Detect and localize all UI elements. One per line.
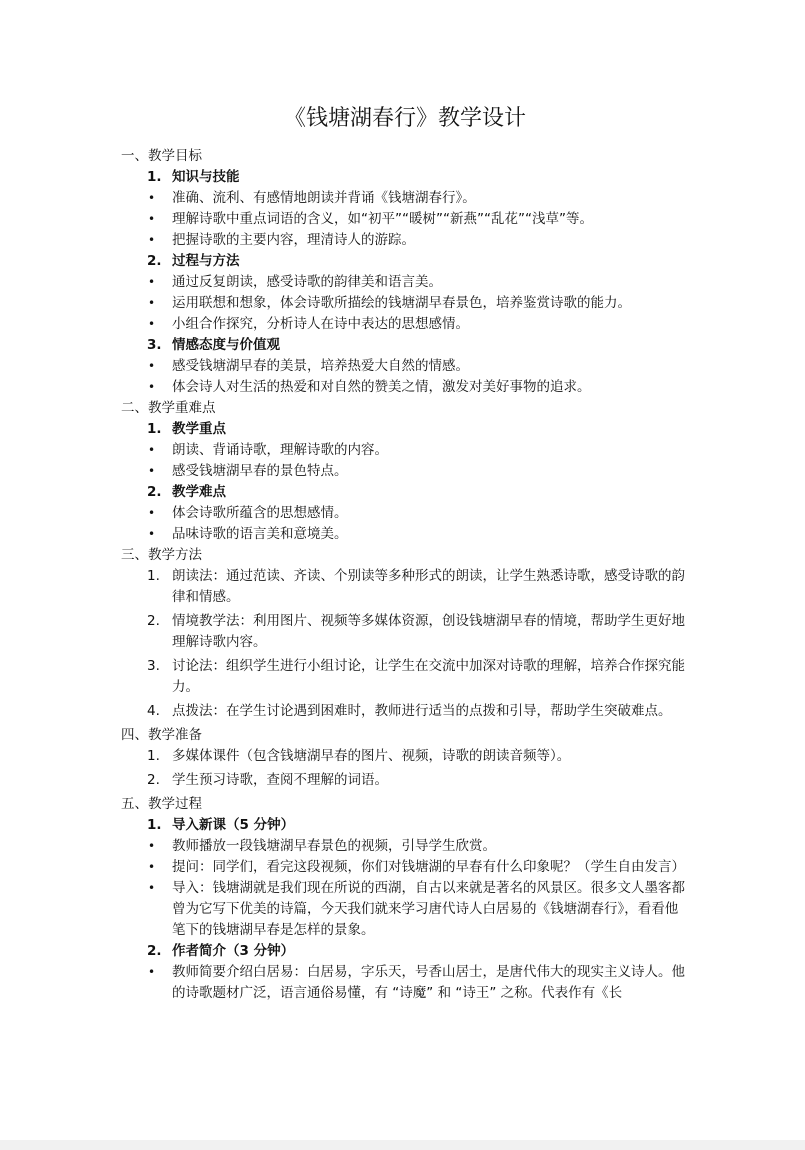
bullet-text: 品味诗歌的语言美和意境美。 [172, 526, 348, 542]
section-heading: 三、教学方法 [121, 547, 202, 563]
numbered-text: 朗读法：通过范读、齐读、个别读等多种形式的朗读，让学生熟悉诗歌，感受诗歌的韵律和情感。 [172, 568, 685, 605]
bullet-text: 教师播放一段钱塘湖早春景色的视频，引导学生欣赏。 [172, 838, 496, 854]
list-number: 1. [147, 748, 160, 764]
list-number: 1. [147, 568, 160, 584]
list-number: 1. [147, 169, 162, 185]
numbered-item [121, 656, 689, 698]
bullet-item [121, 524, 689, 545]
subsection-title: 知识与技能 [172, 169, 240, 185]
bullet-marker: • [148, 359, 156, 373]
numbered-text: 多媒体课件（包含钱塘湖早春的图片、视频，诗歌的朗读音频等）。 [172, 748, 571, 764]
bullet-item [121, 440, 689, 461]
numbered-item [121, 746, 689, 767]
section-heading: 一、教学目标 [121, 148, 202, 164]
bullet-text: 通过反复朗读，感受诗歌的韵律美和语言美。 [172, 274, 442, 290]
bullet-marker: • [148, 881, 156, 895]
bullet-marker: • [148, 275, 156, 289]
bullet-text: 把握诗歌的主要内容，理清诗人的游踪。 [172, 232, 415, 248]
subsection-heading [121, 419, 689, 440]
document-content [121, 104, 689, 1004]
bullet-item [121, 461, 689, 482]
list-number: 3. [147, 658, 160, 674]
numbered-item [121, 566, 689, 608]
bullet-item [121, 272, 689, 293]
bullet-text: 小组合作探究，分析诗人在诗中表达的思想感情。 [172, 316, 469, 332]
bullet-marker: • [148, 860, 156, 874]
bullet-text: 朗读、背诵诗歌，理解诗歌的内容。 [172, 442, 388, 458]
bullet-item [121, 962, 689, 1004]
bullet-marker: • [148, 527, 156, 541]
numbered-item [121, 770, 689, 791]
bullet-marker: • [148, 443, 156, 457]
numbered-text: 讨论法：组织学生进行小组讨论，让学生在交流中加深对诗歌的理解，培养合作探究能力。 [172, 658, 685, 695]
bullet-text: 理解诗歌中重点词语的含义，如“初平”“暖树”“新燕”“乱花”“浅草”等。 [172, 211, 593, 227]
subsection-title: 导入新课（5 分钟） [172, 817, 295, 833]
bullet-text: 导入：钱塘湖就是我们现在所说的西湖，自古以来就是著名的风景区。很多文人墨客都曾为它写下优美的诗篇，今天我们就来学习唐代诗人白居易的《钱塘湖春行》，看看他笔下的钱塘湖早春是怎样的景象。 [172, 880, 685, 938]
list-number: 1. [147, 421, 162, 437]
list-number: 2. [147, 253, 162, 269]
subsection-title: 过程与方法 [172, 253, 240, 269]
list-number: 2. [147, 943, 162, 959]
bullet-marker: • [148, 212, 156, 226]
bullet-item [121, 314, 689, 335]
subsection-title: 作者简介（3 分钟） [172, 943, 295, 959]
list-number: 4. [147, 703, 160, 719]
numbered-text: 情境教学法：利用图片、视频等多媒体资源，创设钱塘湖早春的情境，帮助学生更好地理解诗歌内容。 [172, 613, 685, 650]
bullet-text: 体会诗人对生活的热爱和对自然的赞美之情，激发对美好事物的追求。 [172, 379, 591, 395]
list-number: 3. [147, 337, 162, 353]
bullet-marker: • [148, 965, 156, 979]
numbered-text: 学生预习诗歌，查阅不理解的词语。 [172, 772, 388, 788]
bullet-marker: • [148, 506, 156, 520]
bullet-item [121, 836, 689, 857]
section-heading: 四、教学准备 [121, 727, 202, 743]
bullet-text: 教师简要介绍白居易：白居易，字乐天，号香山居士，是唐代伟大的现实主义诗人。他的诗歌题材广泛，语言通俗易懂，有 “诗魔” 和 “诗王” 之称。代表作有《长 [172, 964, 685, 1001]
bullet-marker: • [148, 233, 156, 247]
subsection-title: 教学难点 [172, 484, 226, 500]
bullet-marker: • [148, 380, 156, 394]
bullet-item [121, 230, 689, 251]
bullet-marker: • [148, 296, 156, 310]
numbered-text: 点拨法：在学生讨论遇到困难时，教师进行适当的点拨和引导，帮助学生突破难点。 [172, 703, 672, 719]
bullet-item [121, 209, 689, 230]
bullet-item [121, 503, 689, 524]
list-number: 2. [147, 613, 160, 629]
numbered-item [121, 611, 689, 653]
bullet-text: 感受钱塘湖早春的美景，培养热爱大自然的情感。 [172, 358, 469, 374]
bullet-marker: • [148, 317, 156, 331]
list-number: 2. [147, 484, 162, 500]
bullet-text: 准确、流利、有感情地朗读并背诵《钱塘湖春行》。 [172, 190, 476, 206]
subsection-heading [121, 941, 689, 962]
bullet-text: 运用联想和想象，体会诗歌所描绘的钱塘湖早春景色，培养鉴赏诗歌的能力。 [172, 295, 631, 311]
bullet-item [121, 356, 689, 377]
bullet-item [121, 878, 689, 941]
subsection-title: 教学重点 [172, 421, 226, 437]
bullet-marker: • [148, 191, 156, 205]
numbered-item [121, 701, 689, 722]
list-number: 2. [147, 772, 160, 788]
subsection-heading [121, 251, 689, 272]
subsection-heading [121, 815, 689, 836]
subsection-title: 情感态度与价值观 [172, 337, 280, 353]
bullet-text: 感受钱塘湖早春的景色特点。 [172, 463, 348, 479]
subsection-heading [121, 482, 689, 503]
bullet-item [121, 188, 689, 209]
bullet-marker: • [148, 839, 156, 853]
subsection-heading [121, 335, 689, 356]
bullet-item [121, 857, 689, 878]
bullet-text: 体会诗歌所蕴含的思想感情。 [172, 505, 348, 521]
bullet-text: 提问：同学们，看完这段视频，你们对钱塘湖的早春有什么印象呢？（学生自由发言） [172, 859, 685, 875]
bullet-marker: • [148, 464, 156, 478]
document-title: 《钱塘湖春行》教学设计 [283, 106, 526, 131]
section-heading: 五、教学过程 [121, 796, 202, 812]
bullet-item [121, 293, 689, 314]
subsection-heading [121, 167, 689, 188]
section-heading: 二、教学重难点 [121, 400, 216, 416]
list-number: 1. [147, 817, 162, 833]
bullet-item [121, 377, 689, 398]
